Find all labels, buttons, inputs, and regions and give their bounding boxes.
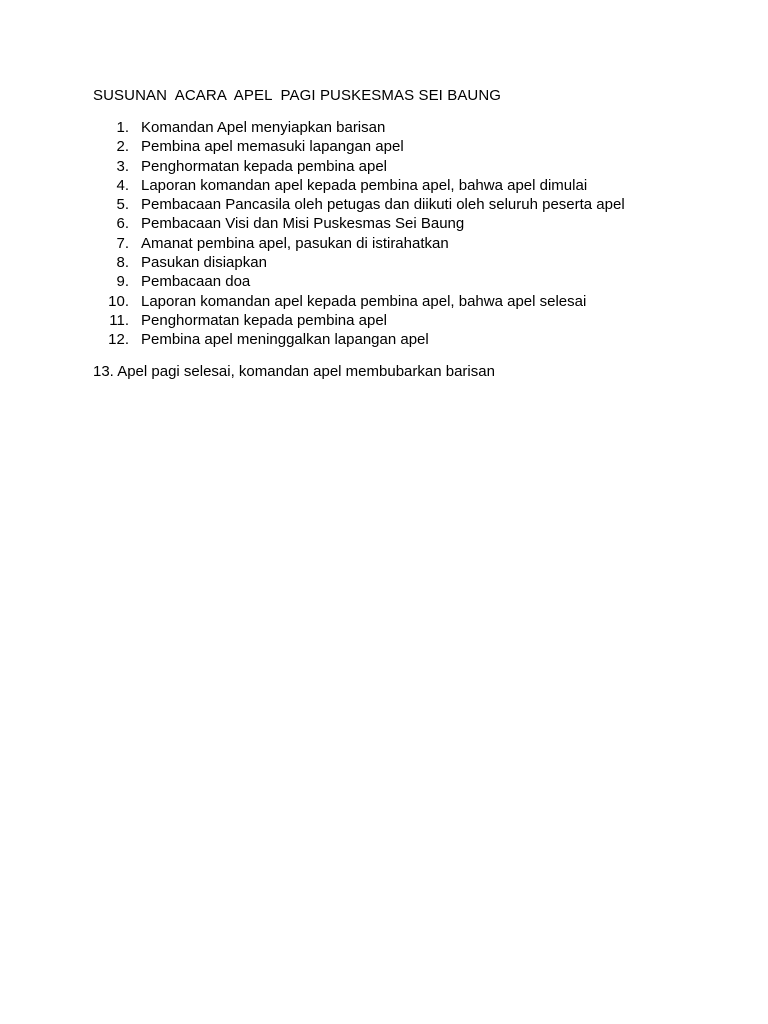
item-number: 6. bbox=[116, 215, 129, 233]
item-text: Amanat pembina apel, pasukan di istirahatkan bbox=[141, 234, 449, 252]
document-title: SUSUNAN ACARA APEL PAGI PUSKESMAS SEI BAUNG bbox=[93, 87, 502, 104]
item-number: 2. bbox=[116, 138, 129, 156]
item-text: Pembina apel meninggalkan lapangan apel bbox=[141, 331, 429, 349]
closing-item: 13. Apel pagi selesai, komandan apel membubarkan barisan bbox=[93, 363, 495, 380]
agenda-item bbox=[93, 214, 713, 233]
item-text: Laporan komandan apel kepada pembina apel, bahwa apel selesai bbox=[141, 292, 587, 310]
item-number: 12. bbox=[108, 331, 129, 349]
item-number: 3. bbox=[116, 157, 129, 175]
agenda-item bbox=[93, 176, 713, 195]
agenda-item bbox=[93, 253, 713, 272]
item-text: Penghormatan kepada pembina apel bbox=[141, 311, 388, 329]
item-text: Komandan Apel menyiapkan barisan bbox=[141, 119, 386, 136]
agenda-list bbox=[93, 118, 713, 350]
agenda-item bbox=[93, 292, 713, 311]
item-text: Pasukan disiapkan bbox=[141, 254, 267, 272]
agenda-item bbox=[93, 272, 713, 291]
agenda-item bbox=[93, 137, 713, 156]
item-number: 5. bbox=[116, 196, 129, 214]
item-number: 7. bbox=[116, 234, 129, 252]
item-number: 10. bbox=[108, 292, 129, 310]
item-text: Pembacaan Visi dan Misi Puskesmas Sei Baung bbox=[141, 215, 465, 233]
item-number: 11. bbox=[109, 311, 129, 329]
agenda-item bbox=[93, 118, 713, 137]
agenda-item bbox=[93, 157, 713, 176]
item-text: Penghormatan kepada pembina apel bbox=[141, 157, 388, 175]
agenda-item bbox=[93, 234, 713, 253]
item-text: Pembina apel memasuki lapangan apel bbox=[141, 138, 404, 156]
item-number: 9. bbox=[116, 273, 129, 291]
item-text: Pembacaan doa bbox=[141, 273, 251, 291]
agenda-item bbox=[93, 311, 713, 330]
agenda-item bbox=[93, 330, 713, 349]
item-text: Laporan komandan apel kepada pembina apel, bahwa apel dimulai bbox=[141, 176, 588, 194]
item-number: 8. bbox=[116, 254, 129, 272]
agenda-item bbox=[93, 195, 713, 214]
item-text: Pembacaan Pancasila oleh petugas dan diikuti oleh seluruh peserta apel bbox=[141, 196, 625, 214]
item-number: 4. bbox=[116, 176, 129, 194]
item-number: 1. bbox=[116, 119, 129, 136]
